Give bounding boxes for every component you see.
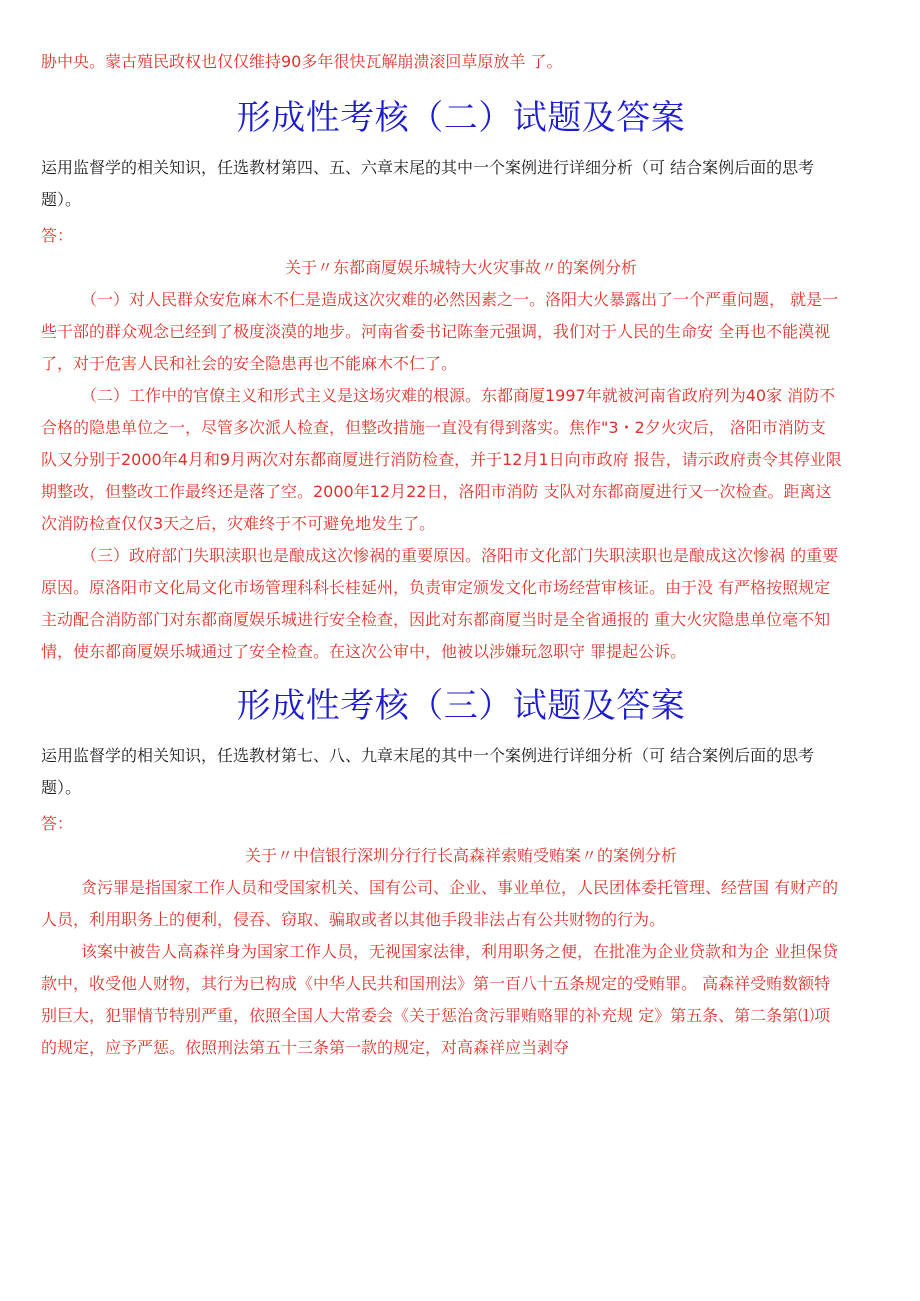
section2-case-title: 关于〃东都商厦娱乐城特大火灾事故〃的案例分析 — [284, 258, 637, 277]
paragraph-line: 的规定，应予严惩。依照刑法第五十三条第一款的规定，对高森祥应当剥夺 — [41, 1038, 570, 1057]
paragraph-line: （二）工作中的官僚主义和形式主义是这场灾难的根源。东都商厦1997年就被河南省政府列为40家 消防不 — [81, 386, 836, 405]
section2-question-line: 题）。 — [41, 190, 82, 209]
section2-question-line: 运用监督学的相关知识，任选教材第四、五、六章末尾的其中一个案例进行详细分析（可 结合案例后面的思考 — [41, 158, 815, 177]
section2-body — [41, 284, 881, 668]
intro-tail-text: 胁中央。蒙古殖民政权也仅仅维持90多年很快瓦解崩溃滚回草原放羊 了。 — [41, 52, 563, 71]
section2-paragraph-1 — [41, 284, 881, 380]
paragraph-line: 次消防检查仅仅3天之后，灾难终于不可避免地发生了。 — [41, 514, 436, 533]
paragraph-line: 款中，收受他人财物，其行为已构成《中华人民共和国刑法》第一百八十五条规定的受贿罪。 高森祥受贿数额特 — [41, 974, 831, 993]
section3-heading: 形成性考核（三）试题及答案 — [236, 686, 686, 726]
paragraph-line: 人员，利用职务上的便利，侵吞、窃取、骗取或者以其他手段非法占有公共财物的行为。 — [41, 910, 666, 929]
section2-heading: 形成性考核（二）试题及答案 — [236, 98, 686, 138]
section3-question — [41, 740, 881, 804]
paragraph-line: （一）对人民群众安危麻木不仁是造成这次灾难的必然因素之一。洛阳大火暴露出了一个严重问题， 就是一 — [81, 290, 839, 309]
paragraph-line: 期整改，但整改工作最终还是落了空。2000年12月22日，洛阳市消防 支队对东都商厦进行又一次检查。距离这 — [41, 482, 832, 501]
section2-answer-label: 答： — [41, 226, 74, 245]
section2-question — [41, 152, 881, 216]
paragraph-line: 队又分别于2000年4月和9月两次对东都商厦进行消防检查，并于12月1日向市政府 报告，请示政府责令其停业限 — [41, 450, 842, 469]
section3-question-line: 运用监督学的相关知识，任选教材第七、八、九章末尾的其中一个案例进行详细分析（可 结合案例后面的思考 — [41, 746, 815, 765]
section3-answer-label: 答： — [41, 814, 74, 833]
paragraph-line: 原因。原洛阳市文化局文化市场管理科科长桂延州，负责审定颁发文化市场经营审核证。由于没 有严格按照规定 — [41, 578, 831, 597]
section3-case-title: 关于〃中信银行深圳分行行长高森祥索贿受贿案〃的案例分析 — [244, 846, 677, 865]
section3-paragraph-2 — [41, 936, 881, 1064]
section3-question-line: 题）。 — [41, 778, 82, 797]
section3-paragraph-1 — [41, 872, 881, 936]
paragraph-line: 主动配合消防部门对东都商厦娱乐城进行安全检查，因此对东都商厦当时是全省通报的 重大火灾隐患单位毫不知 — [41, 610, 831, 629]
section2-paragraph-2 — [41, 380, 881, 540]
paragraph-line: 别巨大，犯罪情节特别严重，依照全国人大常委会《关于惩治贪污罪贿赂罪的补充规 定》第五条、第二条第⑴项 — [41, 1006, 831, 1025]
paragraph-line: 合格的隐患单位之一，尽管多次派人检查，但整改措施一直没有得到落实。焦作"3・2夕火灾后， 洛阳市消防支 — [41, 418, 826, 437]
paragraph-line: 了，对于危害人民和社会的安全隐患再也不能麻木不仁了。 — [41, 354, 458, 373]
paragraph-line: 贪污罪是指国家工作人员和受国家机关、国有公司、企业、事业单位，人民团体委托管理、经营国 有财产的 — [81, 878, 839, 897]
paragraph-line: 些干部的群众观念已经到了极度淡漠的地步。河南省委书记陈奎元强调，我们对于人民的生命安 全再也不能漠视 — [41, 322, 831, 341]
paragraph-line: 该案中被告人高森祥身为国家工作人员，无视国家法律，利用职务之便，在批准为企业贷款和为企 业担保贷 — [81, 942, 839, 961]
section2-paragraph-3 — [41, 540, 881, 668]
paragraph-line: 情，使东都商厦娱乐城通过了安全检查。在这次公审中，他被以涉嫌玩忽职守 罪提起公诉。 — [41, 642, 687, 661]
section3-body — [41, 872, 881, 1064]
paragraph-line: （三）政府部门失职渎职也是酿成这次惨祸的重要原因。洛阳市文化部门失职渎职也是酿成这次惨祸 的重要 — [81, 546, 839, 565]
